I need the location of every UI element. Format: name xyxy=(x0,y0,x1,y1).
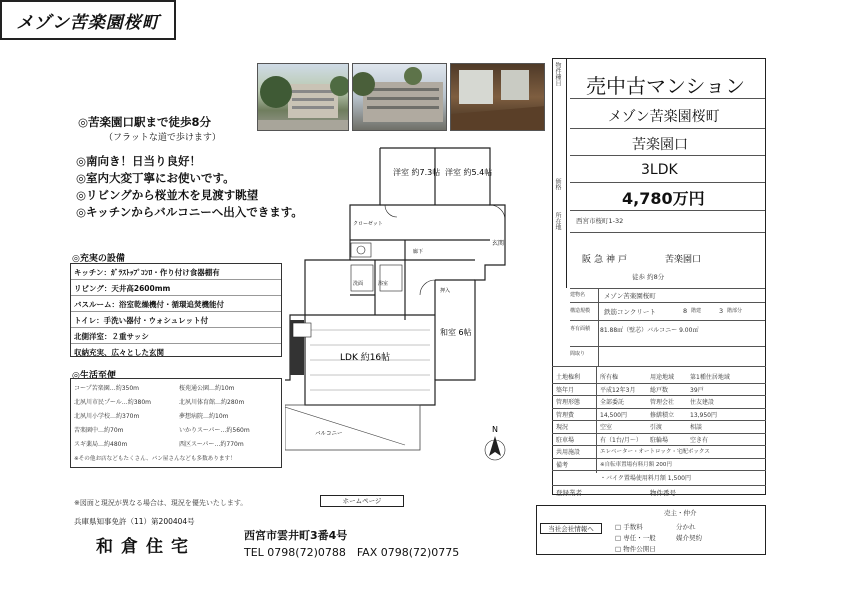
agent-link[interactable] xyxy=(540,523,602,534)
table-cell-label: 総戸数 xyxy=(650,386,669,394)
spec-area: 81.88㎡（壁芯）バルコニー 9.00㎡ xyxy=(600,327,699,334)
room-label: 押入 xyxy=(440,288,451,294)
summary-side-label: 所在地 xyxy=(554,212,561,230)
environment-note: ※その他お店などもたくさん、パン屋さんなども多数あります！ xyxy=(74,456,236,462)
agent-title: 売主・仲介 xyxy=(664,509,697,517)
spec-label: 間取り xyxy=(570,351,586,357)
room-label: LDK 約16帖 xyxy=(340,353,391,363)
environment-item: 西区スーパー…約770m xyxy=(179,441,244,448)
summary-station: 苦楽園口 xyxy=(632,137,688,153)
table-cell-label: 管理会社 xyxy=(650,399,675,406)
environment-item: 桜苑通公園…約10m xyxy=(179,385,235,392)
agent-row: □ 専任・一般 xyxy=(615,534,656,542)
table-cell-label: 修繕積立 xyxy=(650,411,675,419)
summary-header: 売中古マンション xyxy=(586,74,746,98)
summary-side-label: 価格 xyxy=(554,178,561,190)
equipment-row: バスルーム：浴室乾燥機付・循環追焚機能付 xyxy=(71,298,281,312)
table-cell-label: 築年月 xyxy=(556,386,575,394)
room-label: 洋室 約7.3帖 xyxy=(393,168,441,177)
table-cell-label: 土地権利 xyxy=(556,374,581,381)
table-cell-value: 13,950円 xyxy=(690,411,717,419)
table-cell-value: 14,500円 xyxy=(600,411,627,419)
environment-item: 夢想病院…約10m xyxy=(179,413,229,420)
table-row-divider xyxy=(552,383,766,384)
environment-item: 北夙川市民プール…約380m xyxy=(74,399,151,406)
table-cell-value: 空室 xyxy=(600,424,613,431)
spec-label: 建物名 xyxy=(570,292,586,298)
environment-box xyxy=(70,378,282,468)
table-row-divider xyxy=(552,433,766,434)
spec-label: 専有面積 xyxy=(570,326,591,332)
summary-line: 阪急神戸 xyxy=(582,255,631,265)
equipment-title: ◎充実の設備 xyxy=(72,254,125,264)
point-2: ◎室内大変丁寧にお使いです。 xyxy=(76,171,235,185)
website-link[interactable] xyxy=(320,495,404,507)
table-row-divider xyxy=(552,470,766,471)
company-name: 和倉住宅 xyxy=(96,537,196,557)
equipment-box xyxy=(70,263,282,357)
equipment-row: 収納充実、広々とした玄関 xyxy=(74,348,164,357)
point-4: ◎キッチンからバルコニーへ出入できます。 xyxy=(76,205,303,219)
company-address: 西宮市雲井町3番4号 xyxy=(244,529,348,542)
disclaimer: ※図面と現況が異なる場合は、現況を優先いたします。 xyxy=(74,499,248,507)
summary-property-name: メゾン苦楽園桜町 xyxy=(608,109,720,125)
summary-address: 西宮市桜町1-32 xyxy=(576,217,624,225)
equipment-row: 北側洋室：２重サッシ xyxy=(71,330,281,344)
spec-floors: 8 xyxy=(683,307,688,315)
agent-row: □ 物件公開日 xyxy=(615,545,656,553)
table-cell-value: 全部委託 xyxy=(600,399,625,406)
spec-label: 階部分 xyxy=(727,308,743,314)
table-cell-label: 現況 xyxy=(556,424,569,431)
room-label: 浴室 xyxy=(378,281,389,287)
environment-item: コープ苦楽園…約350m xyxy=(74,385,139,392)
environment-title: ◎生活至便 xyxy=(72,371,116,381)
spec-label: 階建 xyxy=(691,308,702,314)
environment-item: いかりスーパー…約560m xyxy=(179,427,250,434)
room-label: 洗面 xyxy=(353,281,364,287)
access-sub-text: （フラットな道で歩けます） xyxy=(104,133,221,143)
exterior-photo xyxy=(257,63,349,131)
room-label: クローゼット xyxy=(353,221,383,227)
equipment-row: リビング：天井高2600mm xyxy=(71,282,281,296)
table-cell-label: 管理費 xyxy=(556,411,575,419)
agent-row-value: 媒介契約 xyxy=(676,534,702,542)
table-cell-label: 駐車場 xyxy=(556,436,575,444)
note-line: ・バイク置場使用料月額 1,500円 xyxy=(600,475,691,482)
room-label: 玄関 xyxy=(492,240,505,247)
website-link-label: ホームページ xyxy=(342,497,382,505)
table-cell-value: 39戸 xyxy=(690,386,704,394)
bottom-label: 登録業者 xyxy=(556,489,582,497)
room-label: 廊下 xyxy=(413,249,424,255)
point-1: ◎南向き！日当り良好！ xyxy=(76,154,202,168)
room-label: 和室 6帖 xyxy=(440,328,472,337)
table-cell-value: 有（1台/月～） xyxy=(600,436,642,444)
agent-link-label: 当社会社情報へ xyxy=(548,525,594,533)
equipment-row: トイレ：手洗い器付・ウォシュレット付 xyxy=(71,314,281,328)
equipment-row: キッチン：ｶﾞﾗｽﾄｯﾌﾟｺﾝﾛ・作り付け食器棚有 xyxy=(71,266,281,280)
access-text: ◎苦楽園口駅まで徒歩8分 xyxy=(78,115,212,129)
interior-photo xyxy=(450,63,545,131)
table-cell-label: 引渡 xyxy=(650,424,663,431)
spec-floor-no: 3 xyxy=(719,307,724,315)
environment-item: スギ薬局…約480m xyxy=(74,441,128,448)
compass-label: N xyxy=(492,425,498,434)
agent-row: □ 手数料 xyxy=(615,523,643,531)
table-cell-value: 所有権 xyxy=(600,374,619,381)
table-row-divider xyxy=(552,420,766,421)
table-cell-value: 住友建設 xyxy=(690,399,715,406)
point-3: ◎リビングから桜並木を見渡す眺望 xyxy=(76,188,259,202)
table-cell-label: 管理形態 xyxy=(556,399,581,406)
table-cell-label: 共用施設 xyxy=(556,449,581,456)
summary-price: 4,780万円 xyxy=(622,189,705,208)
spec-label: 構造規模 xyxy=(570,308,591,314)
spec-building: メゾン苦楽園桜町 xyxy=(604,292,656,300)
license: 兵庫県知事免許（11）第200404号 xyxy=(74,517,195,526)
environment-item: 北夙川小学校…約370m xyxy=(74,413,140,420)
table-cell-value: 相談 xyxy=(690,424,703,431)
table-cell-value: ※自転車置場有料月額 200円 xyxy=(600,461,672,468)
building-photo xyxy=(352,63,447,131)
property-title: メゾン苦楽園桜町 xyxy=(0,0,176,40)
room-label: 洋室 約5.4帖 xyxy=(445,168,493,177)
floor-plan xyxy=(285,145,550,480)
environment-item: 北夙川体育館…約280m xyxy=(179,399,245,406)
table-cell-value: 第1種住居地域 xyxy=(690,374,730,381)
summary-walk: 徒歩 約8分 xyxy=(632,273,665,281)
table-row-divider xyxy=(552,408,766,409)
summary-layout: 3LDK xyxy=(641,162,678,178)
table-row-divider xyxy=(552,458,766,459)
summary-side-label: 物件種目 xyxy=(554,62,561,86)
table-cell-label: 備考 xyxy=(556,461,569,469)
table-cell-value: 空き有 xyxy=(690,436,709,444)
table-cell-value: エレベーター・オートロック・宅配ボックス xyxy=(600,449,710,455)
table-cell-label: 駐輪場 xyxy=(650,436,669,444)
summary-line-station: 苦楽園口 xyxy=(665,255,702,265)
bottom-right-label: 物件番号 xyxy=(650,489,676,497)
summary-label-column xyxy=(552,58,567,288)
table-row-divider xyxy=(552,445,766,446)
table-cell-label: 用途地域 xyxy=(650,374,675,381)
room-label: バルコニー xyxy=(315,431,343,437)
spec-structure: 鉄筋コンクリート xyxy=(604,308,656,316)
agent-row-value: 分かれ xyxy=(676,523,696,531)
table-row-divider xyxy=(552,395,766,396)
environment-item: 苦楽園中…約70m xyxy=(74,427,124,434)
table-cell-value: 平成12年3月 xyxy=(600,386,636,394)
company-tel: TEL 0798(72)0788 FAX 0798(72)0775 xyxy=(244,546,460,559)
